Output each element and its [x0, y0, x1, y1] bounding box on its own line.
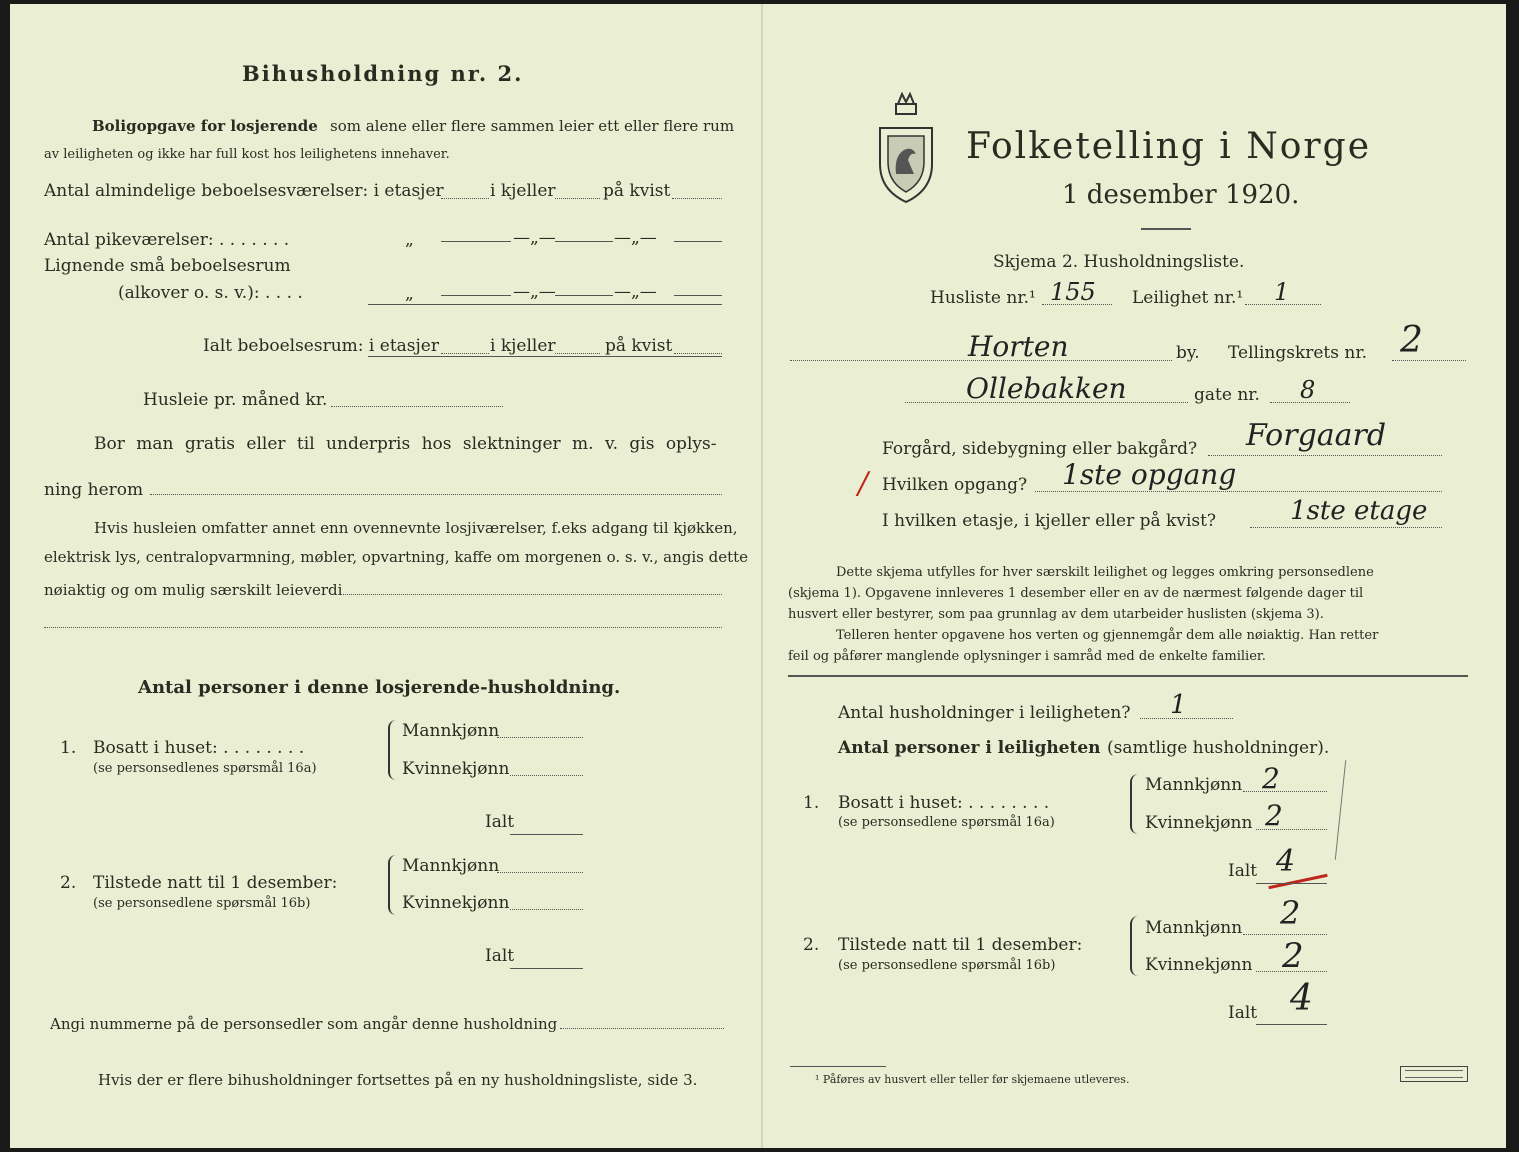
left-q1-kvinne: Kvinnekjønn — [402, 759, 510, 779]
right-q1-mann-value: 2 — [1262, 762, 1280, 795]
leilighet-value: 1 — [1274, 278, 1290, 306]
hvis-text-3: nøiaktig og om mulig særskilt leieverdi — [44, 581, 343, 599]
left-title: Bihusholdning nr. 2. — [242, 61, 524, 86]
gate-nr-value: 8 — [1300, 376, 1316, 404]
rooms-kvist-line — [672, 198, 722, 199]
by-label: by. — [1176, 343, 1200, 363]
footnote-rule — [790, 1066, 886, 1067]
hvis-line-2 — [44, 627, 722, 628]
hvis-line-1 — [339, 594, 722, 595]
rooms-etasjer-line — [441, 198, 489, 199]
right-q1-label: Bosatt i huset: . . . . . . . . — [838, 793, 1050, 813]
rooms-kvist-label: på kvist — [603, 181, 671, 201]
right-q2-kvinne-value: 2 — [1282, 936, 1304, 976]
ialt-etasjer-line — [441, 353, 489, 354]
hvis-text-2: elektrisk lys, centralopvarmning, møbler, opvartning, kaffe om morgenen o. s. v., angis dette — [44, 548, 749, 566]
left-q1-brace — [388, 720, 398, 780]
krets-value: 2 — [1400, 320, 1423, 361]
husholdninger-value: 1 — [1170, 690, 1187, 720]
right-q2-mann: Mannkjønn — [1145, 918, 1243, 938]
left-q1-num: 1. — [60, 738, 77, 758]
husleie-label: Husleie pr. måned kr. — [143, 390, 328, 410]
right-q2-mann-line — [1243, 934, 1327, 935]
lignende-line-3 — [674, 295, 722, 296]
left-q2-num: 2. — [60, 873, 77, 893]
forgaard-value: Forgaard — [1246, 418, 1387, 453]
right-q1-kvinne-line — [1256, 829, 1327, 830]
right-q1-ialt: Ialt — [1228, 861, 1258, 881]
personer-title-2: (samtlige husholdninger). — [1107, 738, 1330, 758]
ialt-rooms-label: Ialt beboelsesrum: i etasjer — [203, 336, 439, 356]
info-line-4: Telleren henter opgavene hos verten og gjennemgår dem alle nøiaktig. Han retter — [836, 628, 1379, 643]
right-q2-label: Tilstede natt til 1 desember: — [838, 935, 1083, 955]
by-line — [790, 360, 1172, 361]
forgaard-line — [1208, 455, 1442, 456]
opgang-value: 1ste opgang — [1062, 458, 1237, 491]
husliste-label: Husliste nr.¹ — [930, 288, 1036, 308]
ialt-underline — [368, 356, 722, 357]
ialt-kjeller-line — [555, 353, 600, 354]
angi-text: Angi nummerne på de personsedler som angår denne husholdning — [50, 1015, 558, 1033]
husleie-line — [331, 406, 503, 407]
gate-value: Ollebakken — [966, 372, 1127, 405]
pike-line-1 — [441, 241, 511, 242]
left-antal-title: Antal personer i denne losjerende-husholdning. — [138, 677, 621, 698]
lignende-label-2: (alkover o. s. v.): . . . . — [118, 283, 303, 303]
rooms-label: Antal almindelige beboelsesværelser: i etasjer — [44, 181, 444, 201]
right-q1-ialt-value: 4 — [1276, 844, 1296, 879]
husholdninger-line — [1140, 718, 1233, 719]
opgang-line — [1035, 491, 1442, 492]
intro-text: som alene eller flere sammen leier ett eller flere rum — [330, 117, 735, 135]
right-q1-mann: Mannkjønn — [1145, 775, 1243, 795]
right-q1-sub: (se personsedlene spørsmål 16a) — [838, 815, 1055, 830]
left-q2-mann: Mannkjønn — [402, 856, 500, 876]
info-line-5: feil og påfører manglende oplysninger i samråd med de enkelte familier. — [788, 649, 1266, 664]
sum-rule — [368, 304, 722, 305]
etasje-value: 1ste etage — [1290, 496, 1428, 526]
lignende-line-1 — [441, 295, 511, 296]
ialt-kjeller-label: i kjeller — [490, 336, 556, 356]
right-q2-brace — [1130, 916, 1140, 976]
ialt-kvist-line — [674, 353, 722, 354]
right-q2-kvinne-line — [1256, 971, 1327, 972]
info-line-1: Dette skjema utfylles for hver særskilt leilighet og legges omkring personsedlene — [836, 565, 1374, 580]
left-q1-mann: Mannkjønn — [402, 721, 500, 741]
opgang-label: Hvilken opgang? — [882, 475, 1028, 495]
pike-line-3 — [674, 241, 722, 242]
left-footer: Hvis der er flere bihusholdninger fortsettes på en ny husholdningsliste, side 3. — [98, 1071, 698, 1089]
right-q2-sub: (se personsedlene spørsmål 16b) — [838, 958, 1056, 973]
left-q2-sub: (se personsedlene spørsmål 16b) — [93, 896, 311, 911]
page-fold — [761, 4, 763, 1148]
left-q2-ialt-line — [510, 968, 583, 969]
pike-ditto-3: —„— — [614, 228, 657, 248]
main-title: Folketelling i Norge — [966, 126, 1371, 167]
intro-bold: Boligopgave for losjerende — [92, 117, 318, 135]
krets-line — [1392, 360, 1466, 361]
leilighet-line — [1245, 304, 1321, 305]
lignende-line-2 — [555, 295, 613, 296]
left-q1-mann-line — [497, 737, 583, 738]
left-q2-kvinne: Kvinnekjønn — [402, 893, 510, 913]
husliste-line — [1042, 304, 1112, 305]
husholdninger-label: Antal husholdninger i leiligheten? — [838, 703, 1131, 723]
lignende-ditto-3: —„— — [614, 282, 657, 302]
lignende-label-1: Lignende små beboelsesrum — [44, 256, 291, 276]
right-q1-brace — [1130, 774, 1140, 834]
left-q2-mann-line — [497, 872, 583, 873]
info-rule — [788, 675, 1468, 677]
right-q1-kvinne: Kvinnekjønn — [1145, 813, 1253, 833]
right-q1-kvinne-value: 2 — [1265, 799, 1283, 832]
census-date: 1 desember 1920. — [1062, 180, 1300, 210]
angi-line — [560, 1028, 724, 1029]
krets-label: Tellingskrets nr. — [1228, 343, 1368, 363]
intro-text-2: av leiligheten og ikke har full kost hos leilighetens innehaver. — [44, 147, 450, 162]
hvis-text-1: Hvis husleien omfatter annet enn ovennevnte losjiværelser, f.eks adgang til kjøkken, — [94, 519, 738, 537]
rooms-kjeller-label: i kjeller — [490, 181, 556, 201]
pike-ditto: „ — [405, 230, 414, 250]
right-q2-ialt: Ialt — [1228, 1003, 1258, 1023]
right-q1-ialt-line — [1256, 883, 1327, 884]
husliste-value: 155 — [1050, 278, 1096, 306]
gate-nr-line — [1270, 402, 1350, 403]
right-q2-kvinne: Kvinnekjønn — [1145, 955, 1253, 975]
leilighet-label: Leilighet nr.¹ — [1132, 288, 1244, 308]
bor-text-1: Bor man gratis eller til underpris hos slektninger m. v. gis oplys- — [94, 434, 717, 454]
right-q2-num: 2. — [803, 935, 820, 955]
skjema-label: Skjema 2. Husholdningsliste. — [993, 252, 1245, 272]
left-q2-label: Tilstede natt til 1 desember: — [93, 873, 338, 893]
by-value: Horten — [968, 330, 1069, 363]
etasje-label: I hvilken etasje, i kjeller eller på kvist? — [882, 511, 1217, 531]
lignende-ditto-2: —„— — [513, 282, 556, 302]
pike-label: Antal pikeværelser: . . . . . . . — [44, 230, 290, 250]
lignende-ditto: „ — [405, 284, 414, 304]
left-q2-ialt: Ialt — [485, 946, 515, 966]
left-q1-ialt: Ialt — [485, 812, 515, 832]
personer-title: Antal personer i leiligheten — [838, 738, 1101, 758]
right-q2-ialt-line — [1256, 1024, 1327, 1025]
printer-stamp — [1400, 1066, 1468, 1082]
bor-line — [150, 494, 722, 495]
right-q2-ialt-value: 4 — [1290, 978, 1313, 1019]
left-q2-kvinne-line — [510, 909, 583, 910]
pike-line-2 — [555, 241, 613, 242]
red-check-mark: / — [858, 466, 869, 501]
right-q1-num: 1. — [803, 793, 820, 813]
coat-of-arms-icon — [874, 92, 938, 204]
footnote: ¹ Påføres av husvert eller teller før skjemaene utleveres. — [815, 1073, 1130, 1086]
gate-label: gate nr. — [1194, 385, 1260, 405]
ialt-kvist-label: på kvist — [605, 336, 673, 356]
right-q1-mann-line — [1243, 791, 1327, 792]
right-q2-mann-value: 2 — [1280, 894, 1301, 932]
bor-text-2: ning herom — [44, 480, 144, 500]
pike-ditto-2: —„— — [513, 228, 556, 248]
info-line-3: husvert eller bestyrer, som paa grunnlag av dem utarbeider huslisten (skjema 3). — [788, 607, 1324, 622]
title-rule — [1141, 228, 1191, 230]
left-q1-sub: (se personsedlenes spørsmål 16a) — [93, 761, 317, 776]
info-line-2: (skjema 1). Opgavene innleveres 1 desember eller en av de nærmest følgende dager til — [788, 586, 1364, 601]
etasje-line — [1250, 527, 1442, 528]
forgaard-label: Forgård, sidebygning eller bakgård? — [882, 439, 1198, 459]
left-q1-ialt-line — [510, 834, 583, 835]
gate-line — [905, 402, 1188, 403]
left-q1-kvinne-line — [510, 775, 583, 776]
rooms-kjeller-line — [555, 198, 600, 199]
left-q2-brace — [388, 855, 398, 915]
left-q1-label: Bosatt i huset: . . . . . . . . — [93, 738, 305, 758]
